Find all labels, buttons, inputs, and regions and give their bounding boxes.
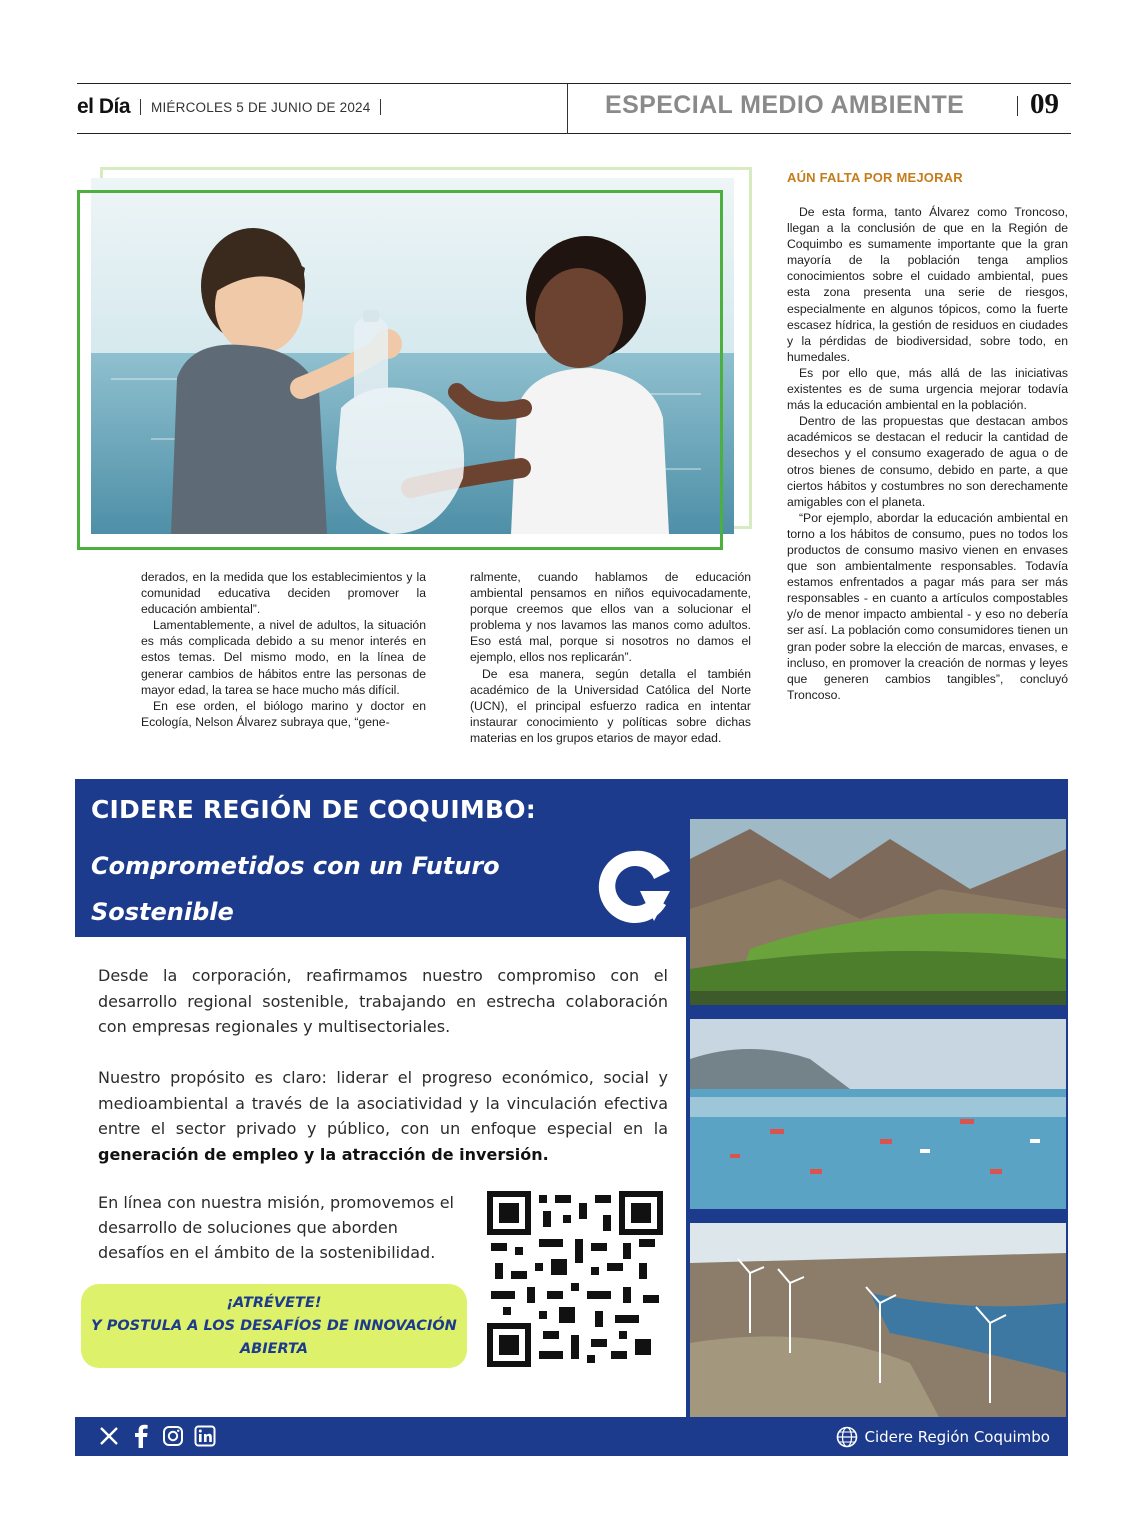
subheading: AÚN FALTA POR MEJORAR	[787, 170, 963, 185]
ad-paragraph-2-bold: generación de empleo y la atracción de inversión.	[98, 1144, 549, 1164]
ad-image-panel	[686, 779, 1068, 1419]
ad-title: CIDERE REGIÓN DE COQUIMBO:	[91, 795, 536, 824]
header-top-rule	[77, 83, 1071, 84]
article-column-2	[470, 569, 751, 746]
paragraph: Lamentablemente, a nivel de adultos, la situación es más complicada debido a su menor interés en estos temas. Del mismo modo, en la línea de generar cambios de hábitos entre las personas de mayor edad, la tarea se hace mucho más difícil.	[141, 618, 426, 697]
cta-line-1: ¡ATRÉVETE!	[226, 1294, 322, 1311]
page-number: 09	[1030, 88, 1059, 120]
ad-header-band	[75, 779, 686, 937]
paragraph: En ese orden, el biólogo marino y doctor en Ecología, Nelson Álvarez subraya que, “gene-	[141, 698, 426, 729]
harbor-illustration	[690, 1019, 1066, 1209]
paragraph: Dentro de las propuestas que destacan ambos académicos se destacan el reducir la cantidad de desechos y el consumo exagerado de agua o de otros bienes de consumo, debido en parte, a que ciertos hábitos y costumbres no son derechamente amigables con el planeta.	[787, 414, 1068, 509]
paragraph: De esa manera, según detalla el también académico de la Universidad Católica del Norte (UCN), el principal esfuerzo radica en intentar instaurar conocimiento y políticas sobre dichas materias en los grupos etarios de mayor edad.	[470, 666, 751, 745]
ad-paragraph-2-text: Nuestro propósito es claro: liderar el progreso económico, social y medioambiental a través de la asociatividad y la vinculación efectiva entre el sector privado y público, con un enfoque especial en la	[98, 1068, 668, 1138]
ad-subtitle: Comprometidos con un Futuro Sostenible	[91, 852, 500, 926]
globe-icon	[836, 1426, 858, 1448]
header-separator	[1017, 96, 1018, 116]
wind-farm-photo	[690, 1223, 1066, 1419]
ad-paragraph-2	[98, 1065, 668, 1167]
paragraph: Es por ello que, más allá de las iniciativas existentes es de suma urgencia mejorar todavía más la educación ambiental en la población.	[787, 365, 1068, 413]
valley-photo	[690, 819, 1066, 1005]
ad-paragraph-1: Desde la corporación, reafirmamos nuestro compromiso con el desarrollo regional sostenible, trabajando en estrecha colaboración con empresas regionales y multisectoriales.	[98, 966, 668, 1036]
newspaper-logo: el Día	[77, 95, 131, 118]
header-bottom-rule	[77, 133, 1071, 134]
photo-frame-green	[77, 190, 723, 550]
brand-name: Cidere Región Coquimbo	[864, 1428, 1050, 1446]
issue-date: MIÉRCOLES 5 DE JUNIO DE 2024	[151, 99, 371, 115]
instagram-icon[interactable]	[161, 1423, 185, 1449]
paragraph: “Por ejemplo, abordar la educación ambiental en torno a los hábitos de consumo, pues no todos los productos de consumo masivo vienen en envases que son ambientalmente responsables. Todavía estamos enfrentados a pagar más para ser más responsables - en cuanto a artículos compostables y/o de menor impacto ambiental - y eso no debería ser así. La población como consumidores tienen un gran poder sobre la elección de marcas, envases, e incluso, en promover la creación de normas y leyes que generen cambios tangibles”, concluyó Troncoso.	[787, 510, 1068, 702]
linkedin-icon[interactable]	[193, 1423, 217, 1449]
valley-illustration	[690, 819, 1066, 1005]
harbor-photo	[690, 1019, 1066, 1209]
ad-paragraph-3: En línea con nuestra misión, promovemos el desarrollo de soluciones que aborden desafíos en el ámbito de la sostenibilidad.	[98, 1193, 454, 1262]
paragraph: ralmente, cuando hablamos de educación ambiental pensamos en niños equivocadamente, porque creemos que ellos van a solucionar el problema y nos lavamos las manos como adultos. Eso está mal, porque si nosotros no damos el ejemplo, ellos nos replicarán”.	[470, 570, 751, 665]
article-column-3	[787, 204, 1068, 703]
header-separator	[380, 99, 381, 115]
paragraph: De esta forma, tanto Álvarez como Troncoso, llegan a la conclusión de que en la Región de Coquimbo es sumamente importante que la gran mayoría de la población tenga amplios conocimientos sobre el cuidado ambiental, pues esta zona presenta una serie de riesgos, especialmente en algunos tópicos, como la fuerte escasez hídrica, la gestión de residuos en ciudades y la pérdidas de biodiversidad, sobre todo, en humedales.	[787, 205, 1068, 364]
social-links	[97, 1423, 217, 1449]
header-masthead	[77, 92, 391, 122]
paragraph: derados, en la medida que los establecimientos y la comunidad educativa deciden promover la educación ambiental”.	[141, 570, 426, 617]
cidere-advertisement	[75, 779, 1068, 1456]
x-icon[interactable]	[97, 1423, 121, 1449]
section-title: ESPECIAL MEDIO AMBIENTE	[605, 91, 965, 119]
ad-footer-band	[75, 1417, 1068, 1456]
brand-signature	[836, 1426, 1050, 1448]
cta-line-3: ABIERTA	[239, 1340, 309, 1357]
wind-farm-illustration	[690, 1223, 1066, 1419]
cta-line-2: Y POSTULA A LOS DESAFÍOS DE INNOVACIÓN	[91, 1317, 457, 1334]
header-separator	[140, 99, 141, 115]
cidere-logo-icon	[594, 847, 674, 927]
facebook-icon[interactable]	[129, 1423, 153, 1449]
article-column-1	[141, 569, 426, 730]
qr-code[interactable]	[487, 1191, 663, 1367]
header-divider	[567, 84, 568, 134]
cta-banner[interactable]	[81, 1284, 467, 1368]
